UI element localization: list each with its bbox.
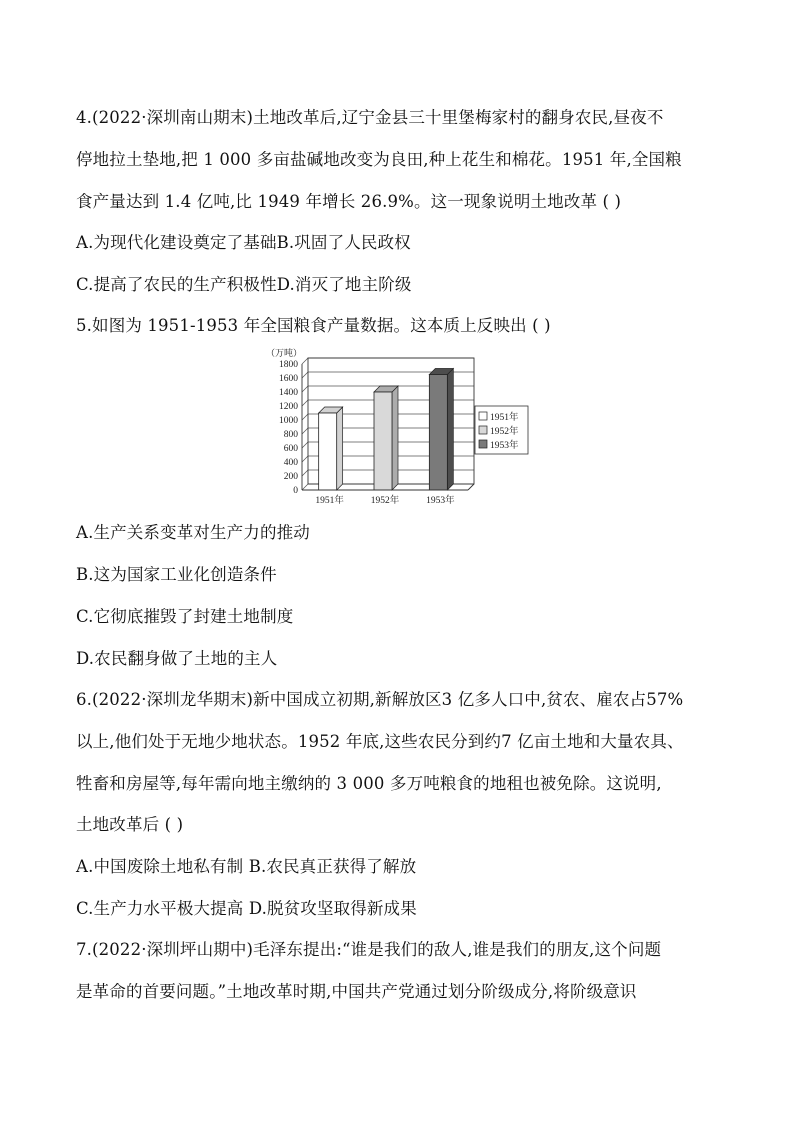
gridline-depth	[302, 484, 308, 490]
y-tick-label: 0	[293, 486, 298, 496]
gridline-depth	[302, 470, 308, 476]
y-tick-label: 1400	[279, 388, 298, 398]
y-tick-label: 1200	[279, 402, 298, 412]
q6-options-cd: C.生产力水平极大提高 D.脱贫攻坚取得新成果	[76, 899, 417, 918]
x-tick-label: 1951年	[315, 496, 344, 506]
q7-line1: 7.(2022·深圳坪山期中)毛泽东提出:“谁是我们的敌人,谁是我们的朋友,这个问题	[76, 940, 662, 959]
q5-option-d: D.农民翻身做了土地的主人	[76, 649, 278, 668]
legend-label: 1951年	[490, 413, 519, 423]
gridline-depth	[302, 358, 308, 364]
y-tick-label: 1600	[279, 374, 298, 384]
gridline-depth	[302, 414, 308, 420]
legend-swatch	[479, 412, 487, 420]
y-tick-label: 600	[283, 444, 298, 454]
q6-line4: 土地改革后 ( )	[76, 815, 184, 834]
q5-option-a: A.生产关系变革对生产力的推动	[76, 523, 310, 542]
bar-side	[392, 386, 398, 490]
bar	[319, 413, 337, 490]
legend-swatch	[479, 426, 487, 434]
q5-line1: 5.如图为 1951-1953 年全国粮食产量数据。这本质上反映出 ( )	[76, 316, 551, 335]
q5-option-c: C.它彻底摧毁了封建土地制度	[76, 607, 294, 626]
q6-line2: 以上,他们处于无地少地状态。1952 年底,这些农民分到约7 亿亩土地和大量农具、	[76, 732, 684, 751]
q4-line2: 停地拉土垫地,把 1 000 多亩盐碱地改变为良田,种上花生和棉花。1951 年,全国粮	[76, 150, 682, 169]
gridline-depth	[302, 372, 308, 378]
y-tick-label: 800	[283, 430, 298, 440]
chart-svg	[262, 344, 532, 510]
bar-side	[447, 369, 453, 491]
q4-options-cd: C.提高了农民的生产积极性D.消灭了地主阶级	[76, 275, 412, 294]
legend-label: 1952年	[490, 427, 519, 437]
y-tick-label: 200	[283, 472, 298, 482]
x-axis-depth	[468, 484, 474, 490]
q6-options-ab: A.中国废除土地私有制 B.农民真正获得了解放	[76, 857, 417, 876]
q4-line1: 4.(2022·深圳南山期末)土地改革后,辽宁金县三十里堡梅家村的翻身农民,昼夜不	[76, 108, 664, 127]
y-tick-label: 1800	[279, 360, 298, 370]
q5-option-b: B.这为国家工业化创造条件	[76, 565, 277, 584]
bar	[374, 392, 392, 490]
q6-line1: 6.(2022·深圳龙华期末)新中国成立初期,新解放区3 亿多人口中,贫农、雇农占57%	[76, 690, 684, 709]
legend-label: 1953年	[490, 441, 519, 451]
gridline-depth	[302, 400, 308, 406]
y-tick-label: 1000	[279, 416, 298, 426]
gridline-depth	[302, 386, 308, 392]
y-axis-label: （万吨）	[266, 348, 303, 358]
gridline-depth	[302, 442, 308, 448]
gridline-depth	[302, 456, 308, 462]
gridline-depth	[302, 428, 308, 434]
q6-line3: 牲畜和房屋等,每年需向地主缴纳的 3 000 多万吨粮食的地租也被免除。这说明,	[76, 774, 662, 793]
q4-options-ab: A.为现代化建设奠定了基础B.巩固了人民政权	[76, 233, 411, 252]
legend-swatch	[479, 440, 487, 448]
q7-line2: 是革命的首要问题。”土地改革时期,中国共产党通过划分阶级成分,将阶级意识	[76, 982, 637, 1001]
bar-side	[337, 407, 343, 490]
x-tick-label: 1953年	[426, 496, 455, 506]
q4-line3: 食产量达到 1.4 亿吨,比 1949 年增长 26.9%。这一现象说明土地改革 ( )	[76, 192, 622, 211]
y-tick-label: 400	[283, 458, 298, 468]
grain-output-bar-chart	[262, 344, 532, 510]
x-tick-label: 1952年	[370, 496, 400, 506]
bar	[429, 375, 447, 491]
